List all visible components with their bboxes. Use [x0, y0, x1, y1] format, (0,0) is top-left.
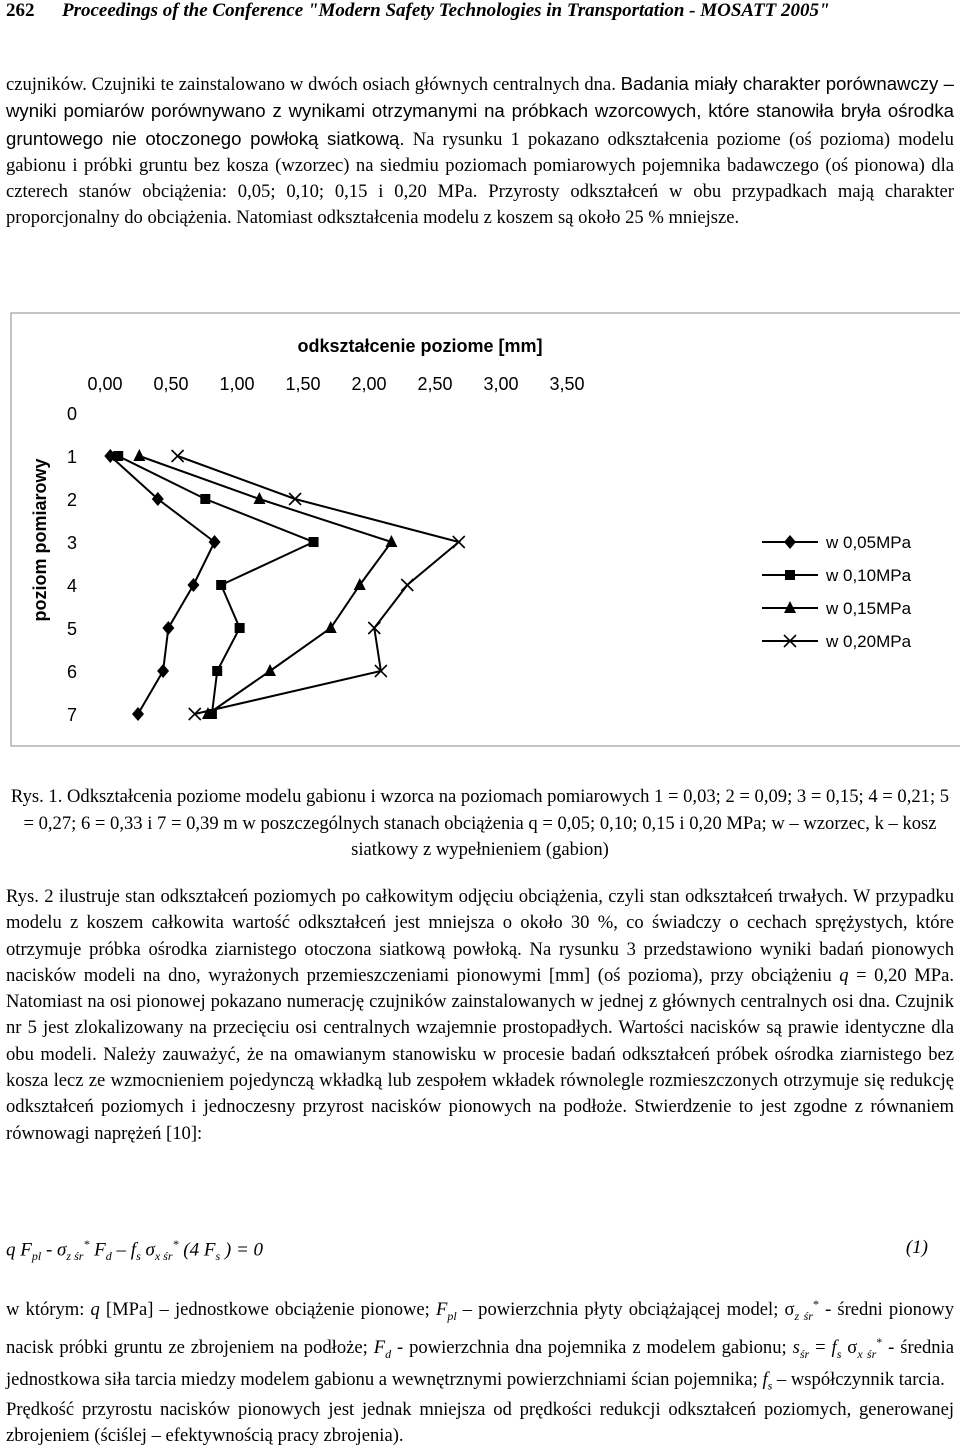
figure-caption: Rys. 1. Odkształcenia poziome modelu gabionu i wzorca na poziomach pomiarowych 1 = 0,03; 2 = 0,09; 3 = 0,15; 4 = 0,21; 5 = 0,27; 6 = 0,33 i 7 = 0,39 m w poszczególnych stanach obciążenia q = 0,05; 0,10; 0,15 i 0,20 MPa; w – wzorzec, k – kosz siatkowy z wypełnieniem (gabion)	[10, 786, 950, 860]
p3-s3: s	[767, 1379, 773, 1394]
p3-xsr: x śr	[857, 1347, 877, 1362]
eq-s: s	[136, 1249, 141, 1264]
marker-square	[309, 537, 319, 547]
p3-zsr: z śr	[794, 1308, 813, 1323]
chart-title: odkształcenie poziome [mm]	[297, 336, 543, 356]
equation-number: (1)	[905, 1237, 928, 1258]
y-tick-label: 3	[66, 533, 78, 553]
para2-a: Rys. 2 ilustruje stan odkształceń poziomych po całkowitym odjęciu obciążenia, czyli stan odkształceń trwałych. W przypadku modelu z koszem całkowita wartość odkształceń jest mniejsza o około 30 %, co świadczy o cechach sprężystych, które otrzymuje próbka ośrodka ziarnistego otoczona siatkową powłoką. Na rysunku 3 przedstawiono wyniki badań pionowych nacisków modeli na dno, wyrażonych przemieszczeniami pionowymi [mm] (oś pozioma), przy obciążeniu	[6, 886, 954, 986]
paragraph-4: Prędkość przyrostu nacisków pionowych jest jednak mniejsza od prędkości redukcji odkształceń poziomych, generowanej zbrojeniem (ściślej – efektywnością pracy zbrojenia).	[6, 1399, 954, 1447]
y-tick-label: 5	[66, 619, 78, 639]
marker-square	[113, 451, 123, 461]
p3-t6: - średnia jednostkowa siła tarcia miedzy modelem gabionu a wewnętrznymi powierzchniami ścian pojemnika;	[6, 1337, 954, 1391]
eq-dash: – f	[111, 1239, 137, 1261]
eq-fd: F	[89, 1239, 106, 1261]
para2-b: = 0,20 MPa. Natomiast na osi pionowej pokazano numerację czujników zainstalowanych w jednej z głównych centralnych osi dna. Czujnik nr 5 jest zlokalizowany na przecięciu osi centralnych wzajemnie prostopadłych. Wartości nacisków są prawie identyczne dla obu modeli. Należy zauważyć, że na omawianym stanowisku w procesie badań odkształceń próbek ośrodka ziarnistego bez kosza lecz ze wzmocnieniem pojedynczą wkładką lub zespołem wkładek równolegle rozmieszczonych otrzymuje się redukcję odkształceń poziomych i jednoczesny przyrost nacisków pionowych na podłoże. Stwierdzenie to jest zgodne z równaniem równowagi naprężeń [10]:	[6, 964, 955, 1144]
x-tick-label: 1,50	[285, 374, 321, 394]
marker-square	[216, 580, 226, 590]
legend-label: w 0,20MPa	[826, 632, 912, 651]
eq-q: q F	[6, 1239, 32, 1261]
p3-sig: σ	[784, 1299, 795, 1321]
x-tick-label: 2,50	[417, 374, 453, 394]
marker-square	[235, 623, 245, 633]
eq-minus: - σ	[41, 1239, 67, 1261]
x-tick-label: 0,50	[153, 374, 189, 394]
y-tick-label: 1	[66, 447, 78, 467]
x-tick-label: 1,00	[219, 374, 255, 394]
p3-t2: [MPa] – jednostkowe obciążenie pionowe;	[99, 1299, 436, 1321]
p3-t1: w którym:	[6, 1299, 91, 1321]
marker-square	[200, 494, 210, 504]
paragraph-1	[6, 71, 954, 232]
eq-xsr: x śr	[154, 1249, 173, 1264]
figure-1-chart	[10, 312, 960, 748]
p3-star2: *	[876, 1335, 883, 1350]
marker-square	[785, 570, 795, 580]
paragraph-3	[6, 1291, 954, 1399]
p3-t4: - średni pionowy nacisk próbki gruntu ze zbrojeniem na podłoże;	[6, 1299, 954, 1359]
y-tick-label: 2	[66, 490, 78, 510]
eq-s2: s	[215, 1249, 221, 1264]
y-tick-label: 7	[66, 705, 78, 725]
equation-1	[6, 1237, 954, 1264]
eq-rest: (4 F	[178, 1239, 216, 1261]
p3-s1: s	[792, 1337, 800, 1359]
eq-star2: *	[172, 1237, 179, 1251]
p3-sig2: σ	[847, 1337, 858, 1359]
x-tick-label: 3,50	[549, 374, 585, 394]
p3-t5: - powierzchnia dna pojemnika z modelem gabionu;	[391, 1337, 793, 1359]
eq-star1: *	[83, 1237, 90, 1251]
p3-t7: – współczynnik tarcia.	[772, 1369, 945, 1391]
p3-s2: s	[836, 1347, 842, 1362]
p3-pl: pl	[447, 1308, 457, 1323]
page-header	[6, 0, 954, 26]
x-tick-label: 2,00	[351, 374, 387, 394]
p3-F2: F	[373, 1337, 386, 1359]
eq-d: d	[105, 1249, 112, 1264]
p3-f2: f	[762, 1369, 768, 1391]
para2-q: q	[839, 964, 849, 986]
y-tick-label: 4	[66, 576, 78, 596]
p3-F: F	[435, 1299, 448, 1321]
x-tick-label: 3,00	[483, 374, 519, 394]
para1-rest: Na rysunku 1 pokazano odkształcenia poziome (oś pozioma) modelu gabionu i próbki gruntu bez kosza (wzorzec) na siedmiu poziomach pomiarowych pojemnika badawczego (oś pionowa) dla czterech stanów obciążenia: 0,05; 0,10; 0,15 i 0,20 MPa. Przyrosty odkształceń w obu przypadkach mają charakter proporcjonalny do obciążenia. Natomiast odkształcenia modelu z koszem są około 25 % mniejsze.	[6, 128, 954, 229]
eq-sigma: σ	[140, 1239, 155, 1261]
p3-sr: śr	[799, 1347, 810, 1362]
p3-star: *	[812, 1297, 819, 1311]
eq-pl: pl	[31, 1249, 42, 1264]
para1-start: czujników. Czujniki te zainstalowano w dwóch osiach głównych centralnych dna.	[6, 74, 621, 95]
y-axis-label: poziom pomiarowy	[30, 458, 50, 622]
legend-label: w 0,05MPa	[826, 533, 912, 552]
y-tick-label: 6	[66, 662, 78, 682]
page-number: 262	[6, 0, 35, 21]
paragraph-2	[6, 884, 954, 1147]
x-tick-label: 0,00	[87, 374, 123, 394]
legend-label: w 0,10MPa	[826, 566, 912, 585]
para1-sans: Badania miały charakter porównawczy – wyniki pomiarów porównywano z wynikami otrzymanymi na próbkach wzorcowych, które stanowiła bryła ośrodka gruntowego nie otoczonego powłoką siatkową.	[6, 73, 954, 149]
y-tick-label: 0	[66, 404, 78, 424]
p3-eq: =	[809, 1337, 832, 1359]
p3-d: d	[385, 1347, 392, 1362]
p3-t3: – powierzchnia płyty obciążającej model;	[456, 1299, 785, 1321]
p3-f: f	[831, 1337, 837, 1359]
eq-zsr: z śr	[66, 1249, 84, 1264]
eq-tail: ) = 0	[220, 1239, 264, 1261]
p3-q: q	[90, 1299, 100, 1321]
marker-square	[212, 666, 222, 676]
conference-title: Proceedings of the Conference "Modern Safety Technologies in Transportation - MOSATT 2005"	[62, 0, 830, 21]
legend-label: w 0,15MPa	[826, 599, 912, 618]
